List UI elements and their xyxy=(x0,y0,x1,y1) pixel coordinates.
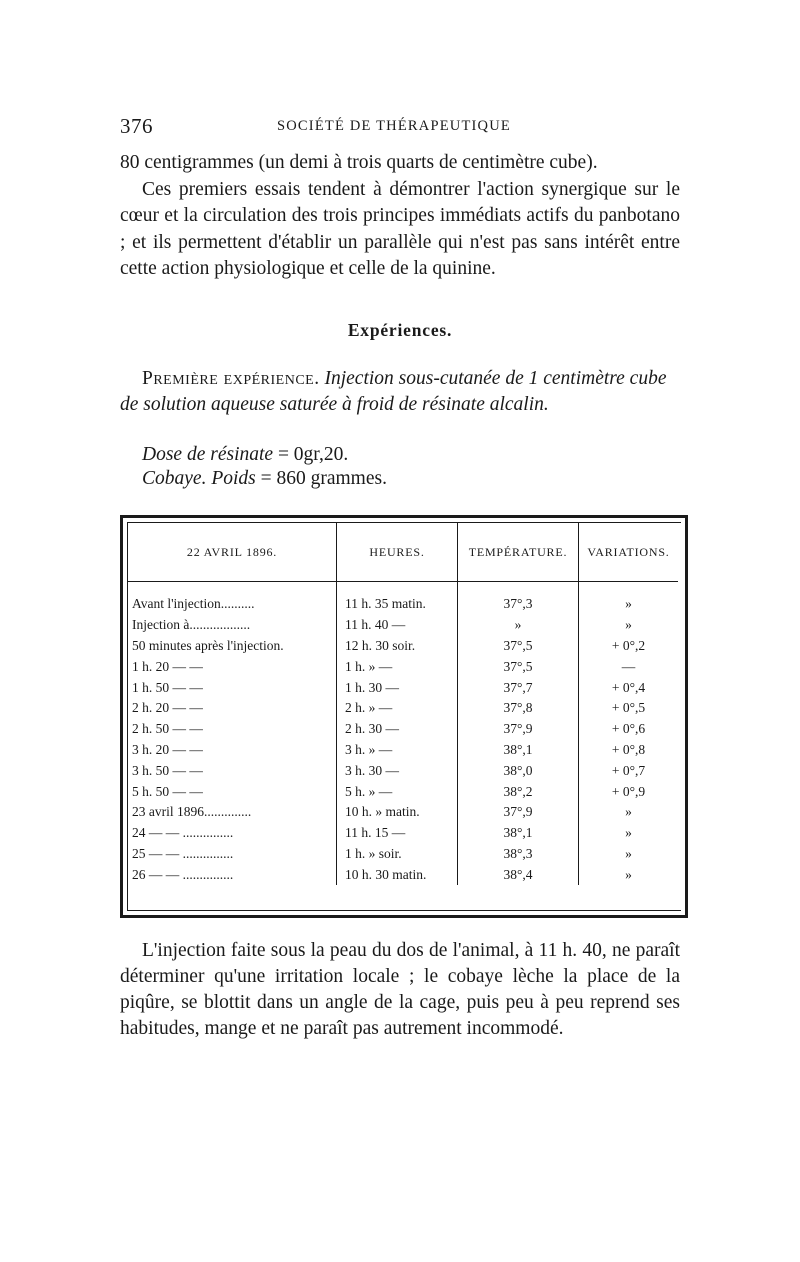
cell-variation: » xyxy=(625,617,632,633)
cell-variation: + 0°,8 xyxy=(611,741,646,757)
cell-date: 3 h. 20 — — xyxy=(128,740,337,761)
cell-hours: 3 h. 30 — xyxy=(337,760,458,781)
cell-hours: 2 h. » — xyxy=(337,698,458,719)
table-row xyxy=(128,698,678,719)
cell-variation: » xyxy=(625,596,632,612)
header-temperature: TEMPÉRATURE. xyxy=(458,523,579,582)
results-table xyxy=(128,523,678,885)
cell-variation: — xyxy=(621,658,636,674)
cell-temperature: » xyxy=(458,615,579,636)
cell-hours: 5 h. » — xyxy=(337,781,458,802)
cell-variation: » xyxy=(625,825,632,841)
subject-line xyxy=(142,468,387,490)
cell-temperature: 38°,1 xyxy=(458,823,579,844)
cell-date: 3 h. 50 — — xyxy=(128,760,337,781)
cell-temperature: 38°,3 xyxy=(458,844,579,865)
table-row xyxy=(128,740,678,761)
intro-rest: Ces premiers essais tendent à démontrer l'action synergique sur le cœur et la circulation des trois principes immédiats actifs du panbotano ; et ils permettent d'établir un parallèle qui n'est pas sans intérêt entre cette action physiologique et celle de la quinine. xyxy=(120,178,680,279)
cell-hours: 1 h. » — xyxy=(337,656,458,677)
table-row xyxy=(128,760,678,781)
cell-temperature: 37°,9 xyxy=(458,802,579,823)
cell-hours: 2 h. 30 — xyxy=(337,719,458,740)
cell-temperature: 37°,5 xyxy=(458,636,579,657)
results-table-inner xyxy=(127,522,681,911)
cell-variation: + 0°,6 xyxy=(611,721,646,737)
results-table-frame xyxy=(120,515,688,918)
cell-temperature: 37°,7 xyxy=(458,677,579,698)
cell-hours: 1 h. 30 — xyxy=(337,677,458,698)
cell-hours: 11 h. 35 matin. xyxy=(337,582,458,615)
cell-hours: 10 h. » matin. xyxy=(337,802,458,823)
cell-variation: + 0°,9 xyxy=(611,783,646,799)
cell-date: 24 — — ............... xyxy=(128,823,337,844)
cell-variation: + 0°,4 xyxy=(611,679,646,695)
cell-variation: + 0°,5 xyxy=(611,700,646,716)
header-date: 22 AVRIL 1896. xyxy=(128,523,337,582)
cell-variation: + 0°,2 xyxy=(611,637,646,653)
page-number: 376 xyxy=(120,114,153,138)
cell-date: 50 minutes après l'injection. xyxy=(128,636,337,657)
cell-temperature: 38°,4 xyxy=(458,864,579,885)
dose-value: = 0gr,20. xyxy=(277,444,349,465)
cell-temperature: 38°,0 xyxy=(458,760,579,781)
cell-date: 1 h. 20 — — xyxy=(128,656,337,677)
cell-date: 26 — — ............... xyxy=(128,864,337,885)
dose-label: Dose de résinate xyxy=(142,444,274,465)
closing-paragraph xyxy=(120,938,680,1042)
cell-hours: 11 h. 15 — xyxy=(337,823,458,844)
cell-date: 5 h. 50 — — xyxy=(128,781,337,802)
cell-temperature: 37°,3 xyxy=(458,582,579,615)
table-row xyxy=(128,802,678,823)
header-variations: VARIATIONS. xyxy=(579,523,679,582)
table-header-row xyxy=(128,523,678,582)
cell-temperature: 37°,9 xyxy=(458,719,579,740)
table-row xyxy=(128,582,678,615)
cell-temperature: 37°,8 xyxy=(458,698,579,719)
subject-label: Cobaye. Poids xyxy=(142,468,256,489)
cell-hours: 10 h. 30 matin. xyxy=(337,864,458,885)
cell-date: 1 h. 50 — — xyxy=(128,677,337,698)
experience-label: Première expérience. xyxy=(142,368,320,389)
header-hours: HEURES. xyxy=(337,523,458,582)
cell-date: 2 h. 20 — — xyxy=(128,698,337,719)
table-row xyxy=(128,719,678,740)
cell-temperature: 38°,1 xyxy=(458,740,579,761)
subject-value: = 860 grammes. xyxy=(260,468,387,489)
cell-variation: » xyxy=(625,845,632,861)
table-row xyxy=(128,781,678,802)
cell-temperature: 38°,2 xyxy=(458,781,579,802)
table-row xyxy=(128,844,678,865)
table-row xyxy=(128,864,678,885)
intro-paragraph xyxy=(120,150,680,283)
cell-variation: » xyxy=(625,866,632,882)
cell-temperature: 37°,5 xyxy=(458,656,579,677)
cell-hours: 3 h. » — xyxy=(337,740,458,761)
cell-date: Injection à.................. xyxy=(128,615,337,636)
table-row xyxy=(128,677,678,698)
cell-hours: 11 h. 40 — xyxy=(337,615,458,636)
experience-text: Injection sous-cutanée de 1 centimètre cube de solution aqueuse saturée à froid de résinate alcalin. xyxy=(120,368,667,415)
table-row xyxy=(128,823,678,844)
cell-hours: 12 h. 30 soir. xyxy=(337,636,458,657)
cell-date: 25 — — ............... xyxy=(128,844,337,865)
table-row xyxy=(128,636,678,657)
cell-date: Avant l'injection.......... xyxy=(128,582,337,615)
section-heading: Expériences. xyxy=(347,320,453,340)
dose-line xyxy=(142,444,348,466)
cell-hours: 1 h. » soir. xyxy=(337,844,458,865)
table-row xyxy=(128,656,678,677)
intro-line-1: 80 centigrammes (un demi à trois quarts de centimètre cube). xyxy=(120,152,598,173)
experience-description xyxy=(120,366,680,418)
cell-date: 23 avril 1896.............. xyxy=(128,802,337,823)
closing-text: L'injection faite sous la peau du dos de l'animal, à 11 h. 40, ne paraît déterminer qu'une irritation locale ; le cobaye lèche la place de la piqûre, se blottit dans un angle de la cage, puis peu à peu reprend ses habitudes, mange et ne paraît pas autrement incommodé. xyxy=(120,940,680,1039)
table-row xyxy=(128,615,678,636)
cell-variation: + 0°,7 xyxy=(611,762,646,778)
cell-variation: » xyxy=(625,804,632,820)
running-title: SOCIÉTÉ DE THÉRAPEUTIQUE xyxy=(277,118,511,134)
cell-date: 2 h. 50 — — xyxy=(128,719,337,740)
